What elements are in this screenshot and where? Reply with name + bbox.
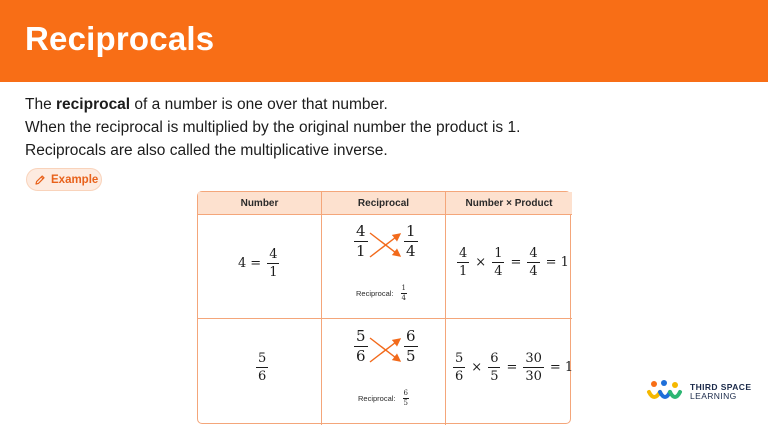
row-1-result: 1 — [560, 255, 569, 270]
row-1-whole: 4 — [238, 256, 247, 271]
header-reciprocal: Reciprocal — [322, 192, 446, 215]
row-1-reciprocal-cell — [322, 215, 446, 319]
header-product: Number × Product — [446, 192, 572, 215]
intro-line-2: When the reciprocal is multiplied by the original number the product is 1. — [25, 119, 521, 136]
row-2-swap-arrows-icon — [368, 335, 404, 365]
intro-line-1-suffix: of a number is one over that number. — [130, 96, 388, 113]
row-2-reciprocal-cell — [322, 319, 446, 425]
example-button-label: Example — [51, 173, 99, 186]
reciprocal-table — [197, 191, 574, 424]
logo-text-line-1: THIRD SPACE — [690, 382, 752, 393]
row-1-original-fraction: $\frac{4}{1}$ — [356, 222, 366, 260]
row-1-fraction: $\frac{4}{1}$ — [269, 247, 278, 280]
row-2-product-cell — [446, 319, 572, 425]
times-sign: × — [475, 255, 487, 270]
logo-icon — [648, 380, 682, 404]
row-2-original-fraction: $\frac{5}{6}$ — [356, 327, 366, 365]
row-2-number-cell — [198, 319, 322, 425]
example-button[interactable] — [26, 168, 102, 191]
intro-line-3: Reciprocals are also called the multiplicative inverse. — [25, 142, 388, 159]
row-2-reciprocal-caption: Reciprocal: $\frac{6}{5}$ — [358, 389, 408, 407]
row-1-product-cell — [446, 215, 572, 319]
logo-text-line-2: LEARNING — [690, 391, 737, 401]
row-2-reciprocal-fraction: $\frac{6}{5}$ — [406, 327, 416, 365]
title-banner — [0, 0, 768, 82]
row-1-reciprocal-fraction: $\frac{1}{4}$ — [406, 222, 416, 260]
equals-sign: = — [250, 256, 262, 271]
page-title: Reciprocals — [25, 20, 215, 57]
third-space-learning-logo — [648, 380, 751, 404]
row-1-product: $\frac{4}{1}$ × $\frac{1}{4}$ = $\frac{4}{4}$ = 1 — [459, 246, 569, 279]
row-1-number-cell — [198, 215, 322, 319]
row-2-number: $\frac{5}{6}$ — [258, 351, 267, 384]
pencil-icon — [34, 174, 46, 186]
header-number: Number — [198, 192, 322, 215]
row-2-result: 1 — [564, 360, 574, 375]
row-1-reciprocal-caption: Reciprocal: $\frac{1}{4}$ — [356, 284, 406, 302]
row-1-number — [238, 248, 281, 279]
row-2-product: $\frac{5}{6}$ × $\frac{6}{5}$ = $\frac{30}{30}$ = 1 — [455, 351, 574, 384]
intro-keyword: reciprocal — [56, 96, 131, 113]
intro-text — [25, 93, 745, 162]
row-1-swap-arrows-icon — [368, 230, 404, 260]
intro-line-1-prefix: The — [25, 96, 57, 113]
intro-line-1 — [25, 93, 745, 116]
